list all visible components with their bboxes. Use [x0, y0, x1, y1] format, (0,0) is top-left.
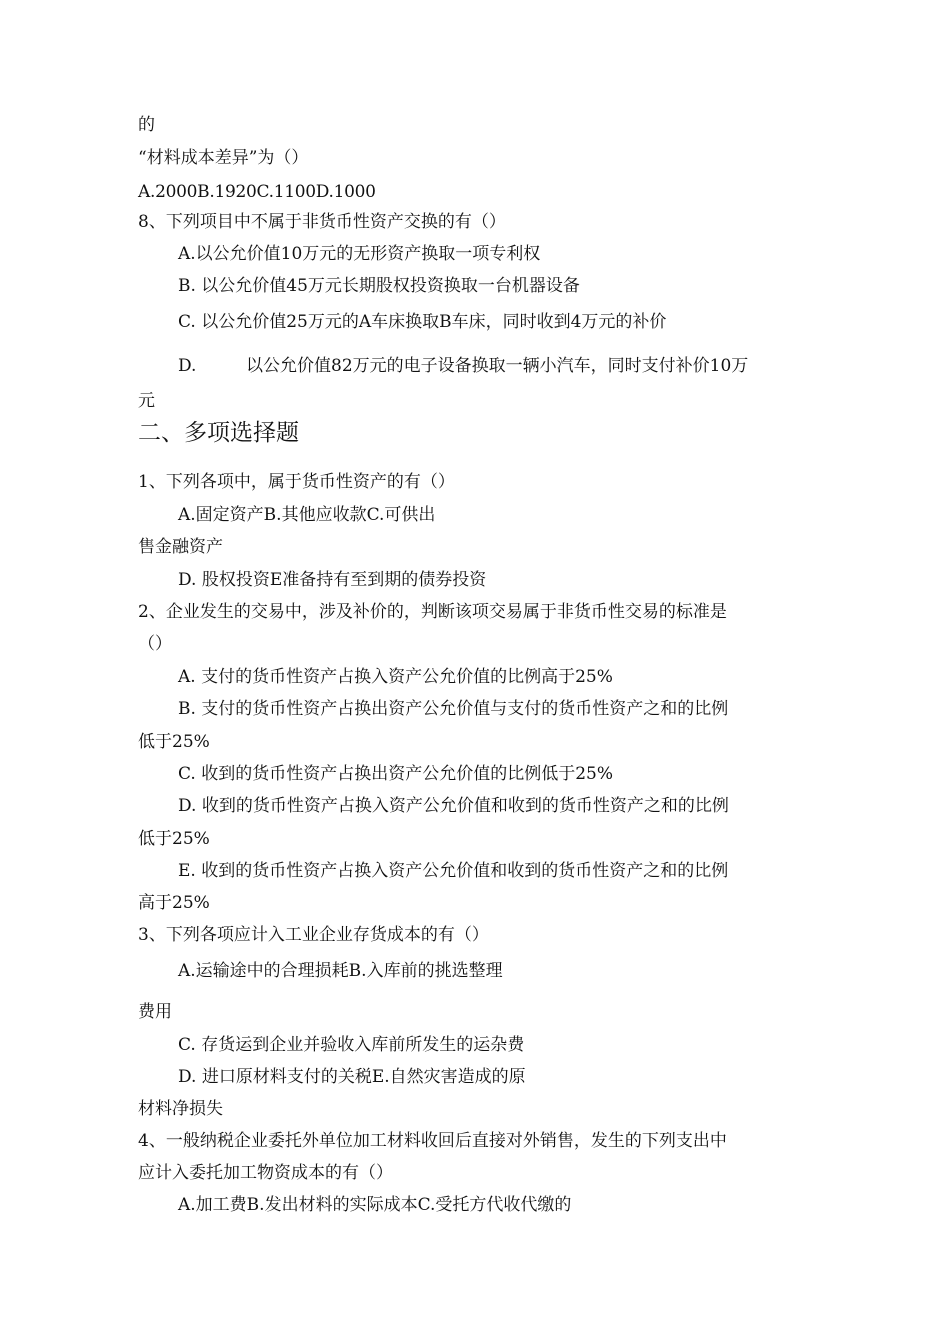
question-3: 3、下列各项应计入工业企业存货成本的有（）	[138, 925, 489, 945]
text-line: 应计入委托加工物资成本的有（）	[138, 1163, 393, 1183]
section-heading: 二、多项选择题	[138, 420, 299, 446]
text-line: “材料成本差异”为（）	[138, 148, 309, 168]
text-line: A.2000B.1920C.1100D.1000	[138, 182, 376, 202]
text-line: 高于25%	[138, 893, 210, 913]
text-line: 售金融资产	[138, 537, 223, 557]
option-2e: E. 收到的货币性资产占换入资产公允价值和收到的货币性资产之和的比例	[178, 861, 729, 881]
option-8c: C. 以公允价值25万元的A车床换取B车床，同时收到4万元的补价	[178, 312, 667, 332]
question-2: 2、企业发生的交易中，涉及补价的，判断该项交易属于非货币性交易的标准是	[138, 602, 727, 622]
text-line: （）	[138, 634, 172, 654]
option-1a: A.固定资产B.其他应收款C.可供出	[178, 505, 436, 525]
option-3c: C. 存货运到企业并验收入库前所发生的运杂费	[178, 1035, 525, 1055]
question-8: 8、下列项目中不属于非货币性资产交换的有（）	[138, 212, 506, 232]
text-line: 低于25%	[138, 732, 210, 752]
option-4a: A.加工费B.发出材料的实际成本C.受托方代收代缴的	[178, 1195, 572, 1215]
text-line: 材料净损失	[138, 1099, 223, 1119]
question-4: 4、一般纳税企业委托外单位加工材料收回后直接对外销售，发生的下列支出中	[138, 1131, 727, 1151]
option-2c: C. 收到的货币性资产占换出资产公允价值的比例低于25%	[178, 764, 613, 784]
option-8b: B. 以公允价值45万元长期股权投资换取一台机器设备	[178, 276, 580, 296]
option-2d: D. 收到的货币性资产占换入资产公允价值和收到的货币性资产之和的比例	[178, 796, 729, 816]
option-2a: A. 支付的货币性资产占换入资产公允价值的比例高于25%	[178, 667, 613, 687]
option-3a: A.运输途中的合理损耗B.入库前的挑选整理	[178, 961, 503, 981]
question-1: 1、下列各项中，属于货币性资产的有（）	[138, 472, 455, 492]
option-3d: D. 进口原材料支付的关税E.自然灾害造成的原	[178, 1067, 526, 1087]
option-2b: B. 支付的货币性资产占换出资产公允价值与支付的货币性资产之和的比例	[178, 699, 729, 719]
option-8d-text: 以公允价值82万元的电子设备换取一辆小汽车，同时支付补价10万	[246, 356, 749, 376]
option-8a: A.以公允价值10万元的无形资产换取一项专利权	[178, 244, 541, 264]
option-8d-label: D.	[178, 356, 197, 376]
text-line: 元	[138, 391, 155, 411]
text-line: 费用	[138, 1002, 172, 1022]
text-line: 的	[138, 115, 155, 135]
option-1d: D. 股权投资E准备持有至到期的债券投资	[178, 570, 487, 590]
text-line: 低于25%	[138, 829, 210, 849]
